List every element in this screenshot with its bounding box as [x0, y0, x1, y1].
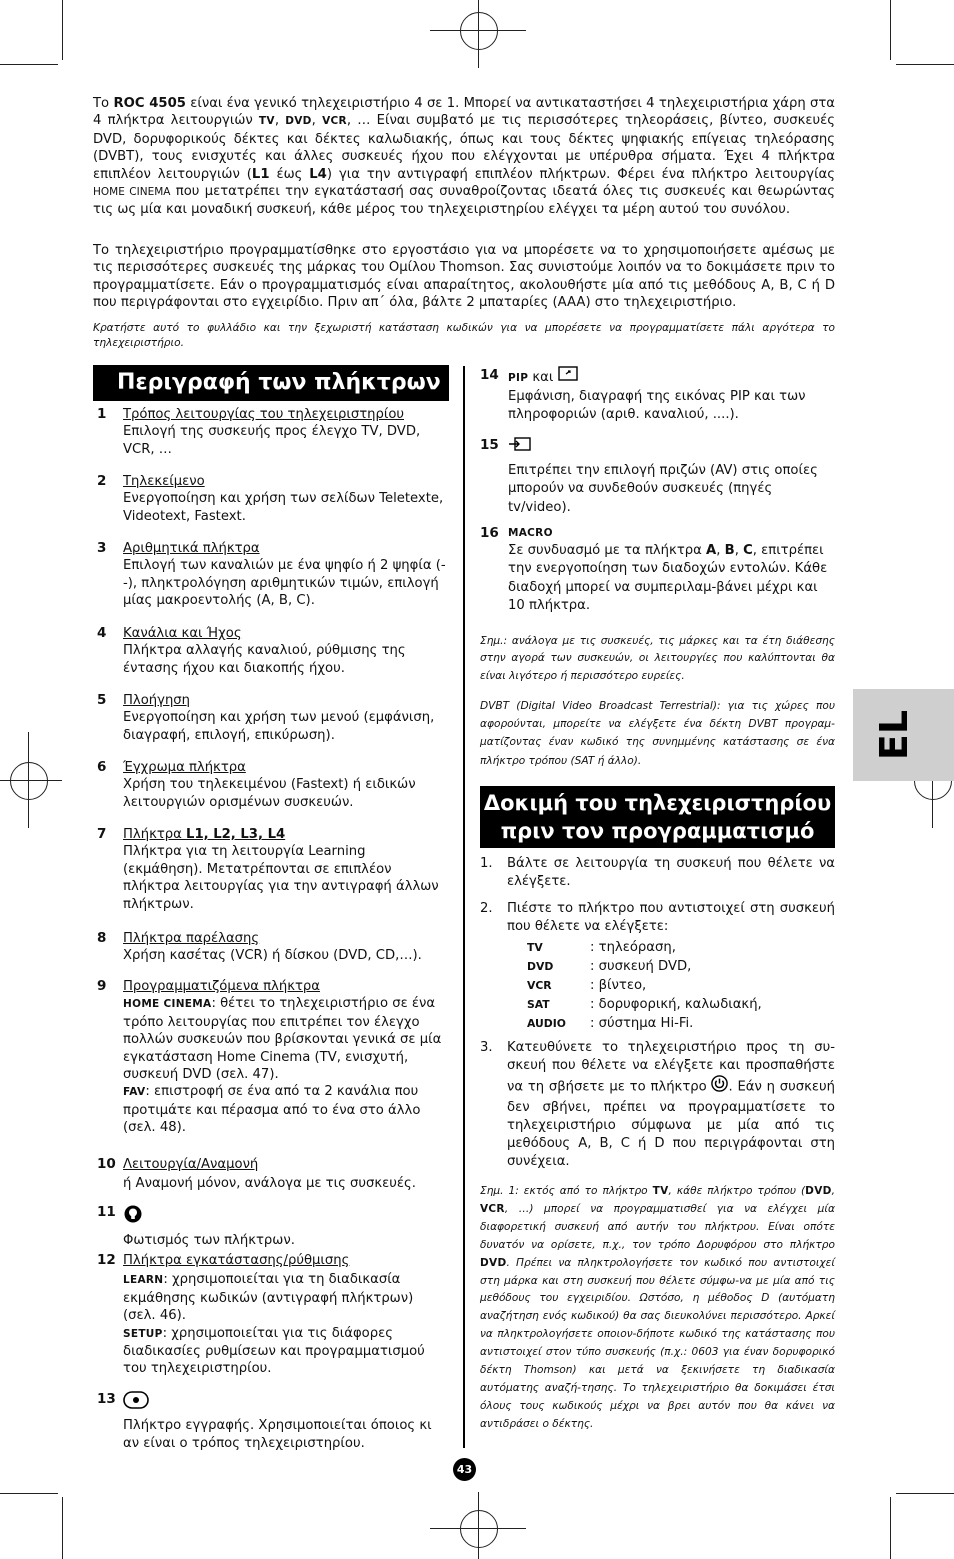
key-item-9: 9 Προγραμματιζόμενα πλήκτρα HOME CINEMA: θέτει το τηλεχειριστήριο σε ένα τρόπο λειτουργίας που επιτρέπει τον έλεγχο πολλών συσκευών που βρίσκονται γενικά σε μία εγκατάσταση Home Cinema (TV, ενισχυτή, συσκευή DVD (σελ. 47). FAV: επιστροφή σε ένα από τα 2 κανάλια που προτιμάτε και πέρασμα από το ένα στο άλλο (σελ. 48).	[97, 978, 442, 1136]
key-item-16: 16 MACRO Σε συνδυασμό με τα πλήκτρα A, B, C, επιτρέπει την ενεργοποίηση των διαδοχών εντολών. Κάθε διαδοχή μπορεί να συμπεριλαμ-βάνει μέχρι και 10 πλήκτρα.	[480, 525, 828, 613]
key-item-14: 14 PIP και Εμφάνιση, διαγραφή της εικόνας PIP και των πληροφοριών (αριθ. καναλιού, ....).	[480, 367, 806, 423]
note-mode-keys: Σημ. 1: εκτός από το πλήκτρο TV, κάθε πλήκτρο τρόπου (DVD, VCR, …) μπορεί να προγραμματισθεί για να ελέγχει μία διαφορετική συσκευή από αυτήν του πλήκτρου. Είναι οπότε δυνατόν να ορίσετε, π.χ., τον τρόπο Δορυφόρου στο πλήκτρο DVD. Πρέπει να πληκτρολογήσετε τον κωδικό που αντιστοιχεί στη μάρκα και στη συσκευή που θέλετε σύμφω-να με μία από τις μεθόδους του εγχειριδίου. Ωστόσο, η μέθοδος D (αυτόματη αναζήτηση ενός κωδικού) θα σας διευκολύνει περισσότερο. Αρκεί να πληκτρολογήσετε οποιον-δήποτε κωδικό της κατάστασης που αντιστοιχεί στον τύπο συσκευής (π.χ.: 0603 για έναν δορυφορικό δέκτη Thomson) και μετά να ξεκινήσετε τη διαδικασία αυτόματης αναζή-τησης. Το τηλεχειριστήριο θα δοκιμάσει έτσι όλους τους κωδικούς μέχρι να βρει αυτόν που θα κάνει να αντιδράσει ο δέκτης.	[480, 1185, 836, 1430]
intro-paragraph-1: Το ROC 4505 είναι ένα γενικό τηλεχειριστήριο 4 σε 1. Μπορεί να αντικαταστήσει 4 τηλεχειριστήρια χάρη στα 4 πλήκτρα λειτουργιών TV, DVD, VCR, … Είναι συμβατό με τις περισσότερες τηλεοράσεις, βίντεο, συσκευές DVD, δορυφορικούς δέκτες και δέκτες καλωδιακής, όπως και τους δέκτες ψηφιακής επίγειας τηλεόρασης (DVBT), τους ενισχυτές και άλλες συσκευές ήχου που ελέγχονται με υπέρυθρα σήματα. Έχει 4 πλήκτρα επιπλέον λειτουργιών (L1 έως L4) για την αντιγραφή επιπλέον πλήκτρων. Φέρει ένα πλήκτρο λειτουργίας HOME CINEMA που μετατρέπει την εγκατάστασή σας συναθροίζοντας ιδεατά όλες τις συσκευές και θεωρώντας τις ως μία και μοναδική συσκευή, κάθε μέρος του τηλεχειριστηρίου ελέγχει τα μέρη αυτού του συνόλου.	[93, 96, 835, 218]
step-2: 2. Πιέστε το πλήκτρο που αντιστοιχεί στη συσκευή που θέλετε να ελέγξετε:	[480, 901, 835, 935]
device-row: DVD : συσκευή DVD,	[527, 959, 692, 974]
key-item-2: 2 Τηλεκείμενο Ενεργοποίηση και χρήση των σελίδων Teletexte, Videotext, Fastext.	[97, 473, 444, 524]
record-icon	[123, 1391, 149, 1414]
key-item-5: 5 Πλοήγηση Ενεργοποίηση και χρήση των μενού (εμφάνιση, διαγραφή, επιλογή, επικύρωση).	[97, 692, 435, 743]
key-item-11: 11 Φωτισμός των πλήκτρων.	[97, 1204, 295, 1249]
key-item-12: 12 Πλήκτρα εγκατάστασης/ρύθμισης LEARN: χρησιμοποιείται για τη διαδικασία εκμάθησης κωδικών (αντιγραφή πλήκτρων) (σελ. 46). SETUP: χρησιμοποιείται για τις διάφορες διαδικασίες ρυθμίσεων και προγραμματισμού του τηλεχειριστηρίου.	[97, 1252, 425, 1377]
section-heading-keys: Περιγραφή των πλήκτρων	[93, 365, 449, 401]
power-icon	[711, 1075, 728, 1098]
key-item-15: 15 Επιτρέπει την επιλογή πριζών (AV) στις οποίες μπορούν να συνδεθούν συσκευές (πηγές tv/video).	[480, 437, 818, 515]
key-item-3: 3 Αριθμητικά πλήκτρα Επιλογή των καναλιών με ένα ψηφίο ή 2 ψηφία (--), πληκτρολόγηση αριθμητικών τιμών, επιλογή μίας μακροεντολής (A, B, C).	[97, 540, 446, 609]
key-item-6: 6 Έγχρωμα πλήκτρα Χρήση του τηλεκειμένου (Fastext) ή ειδικών λειτουργιών ορισμένων συσκευών.	[97, 759, 416, 810]
language-code: EL	[871, 709, 916, 761]
step-1: 1. Βάλτε σε λειτουργία τη συσκευή που θέλετε να ελέγξετε.	[480, 856, 835, 890]
key-item-4: 4 Κανάλια και Ήχος Πλήκτρα αλλαγής καναλιού, ρύθμισης της έντασης ήχου και διακοπής ήχου.	[97, 625, 406, 676]
section-heading-test: Δοκιμή του τηλεχειριστηρίου πριν τον προγραμματισμό	[480, 786, 835, 848]
av-input-icon	[508, 436, 532, 458]
key-item-13: 13 Πλήκτρο εγγραφής. Χρησιμοποιείται όποιος κι αν είναι ο τρόπος τηλεχειριστηρίου.	[97, 1391, 432, 1451]
page-number: 43	[453, 1458, 476, 1481]
device-list	[480, 938, 835, 1033]
language-tab	[853, 689, 954, 781]
column-divider	[463, 366, 465, 1448]
step-3: 3. Κατευθύνετε το τηλεχειριστήριο προς τη συ-σκευή που θέλετε να ελέγξετε και προσπαθήστε να τη σβήσετε με το πλήκτρο . Εάν η συσκευή δεν σβήνει, πρέπει να προγραμματίσετε το τηλεχειριστήριο σύμφωνα με μία από τις μεθόδους A, B, C ή D που περιγράφονται στη συνέχεια.	[480, 1040, 835, 1170]
device-row: VCR : βίντεο,	[527, 978, 647, 993]
key-item-1: 1 Τρόπος λειτουργίας του τηλεχειριστηρίου Επιλογή της συσκευής προς έλεγχο TV, DVD, VCR, …	[97, 406, 421, 457]
info-icon	[558, 366, 578, 388]
device-row: TV : τηλεόραση,	[527, 940, 676, 955]
intro-paragraph-2: Το τηλεχειριστήριο προγραμματίσθηκε στο εργοστάσιο για να μπορέσετε να το χρησιμοποιήσετε αμέσως με τις περισσότερες συσκευές της μάρκας του Ομίλου Thomson. Σας συνιστούμε λοιπόν να το δοκιμάσετε πριν το προγραμματίσετε. Εάν ο προγραμματισμός είναι απαραίτητος, ακολουθήστε μία από τις μεθόδους A, B, C ή D που περιγράφονται στο εγχειρίδιο. Πριν απ΄ όλα, βάλτε 2 μπαταρίες (AAA) στο τηλεχειριστήριο.	[93, 243, 835, 311]
note-dvbt: DVBT (Digital Video Broadcast Terrestrial): για τις χώρες που αφορούνται, μπορείτε να ελέγξετε ένα δέκτη DVBT προγραμ-ματίζοντας έναν κωδικό της συνημμένης κατάστασης σε ένα πλήκτρο τρόπου (SAT ή άλλο).	[480, 700, 835, 767]
key-item-10: 10 Λειτουργία/Αναμονή ή Αναμονή μόνον, ανάλογα με τις συσκευές.	[97, 1156, 416, 1192]
device-row: AUDIO : σύστημα Hi-Fi.	[527, 1016, 694, 1031]
device-row: SAT : δορυφορική, καλωδιακή,	[527, 997, 762, 1012]
key-item-7: 7 Πλήκτρα L1, L2, L3, L4 Πλήκτρα για τη λειτουργία Learning (εκμάθηση). Μετατρέπονται σε επιπλέον πλήκτρα λειτουργίας για την αντιγραφή άλλων πλήκτρων.	[97, 826, 439, 912]
note-availability: Σημ.: ανάλογα με τις συσκευές, τις μάρκες και τα έτη διάθεσης στην αγορά των συσκευών, οι λειτουργίες που καλύπτονται θα είναι λιγότερο ή περισσότερο ευρείες.	[480, 635, 835, 682]
backlight-icon	[123, 1204, 143, 1229]
intro-note: Κρατήστε αυτό το φυλλάδιο και την ξεχωριστή κατάσταση κωδικών για να μπορέσετε να προγραμματίσετε πάλι αργότερα το τηλεχειριστήριο.	[93, 322, 835, 349]
key-item-8: 8 Πλήκτρα παρέλασης Χρήση κασέτας (VCR) ή δίσκου (DVD, CD,…).	[97, 930, 422, 964]
